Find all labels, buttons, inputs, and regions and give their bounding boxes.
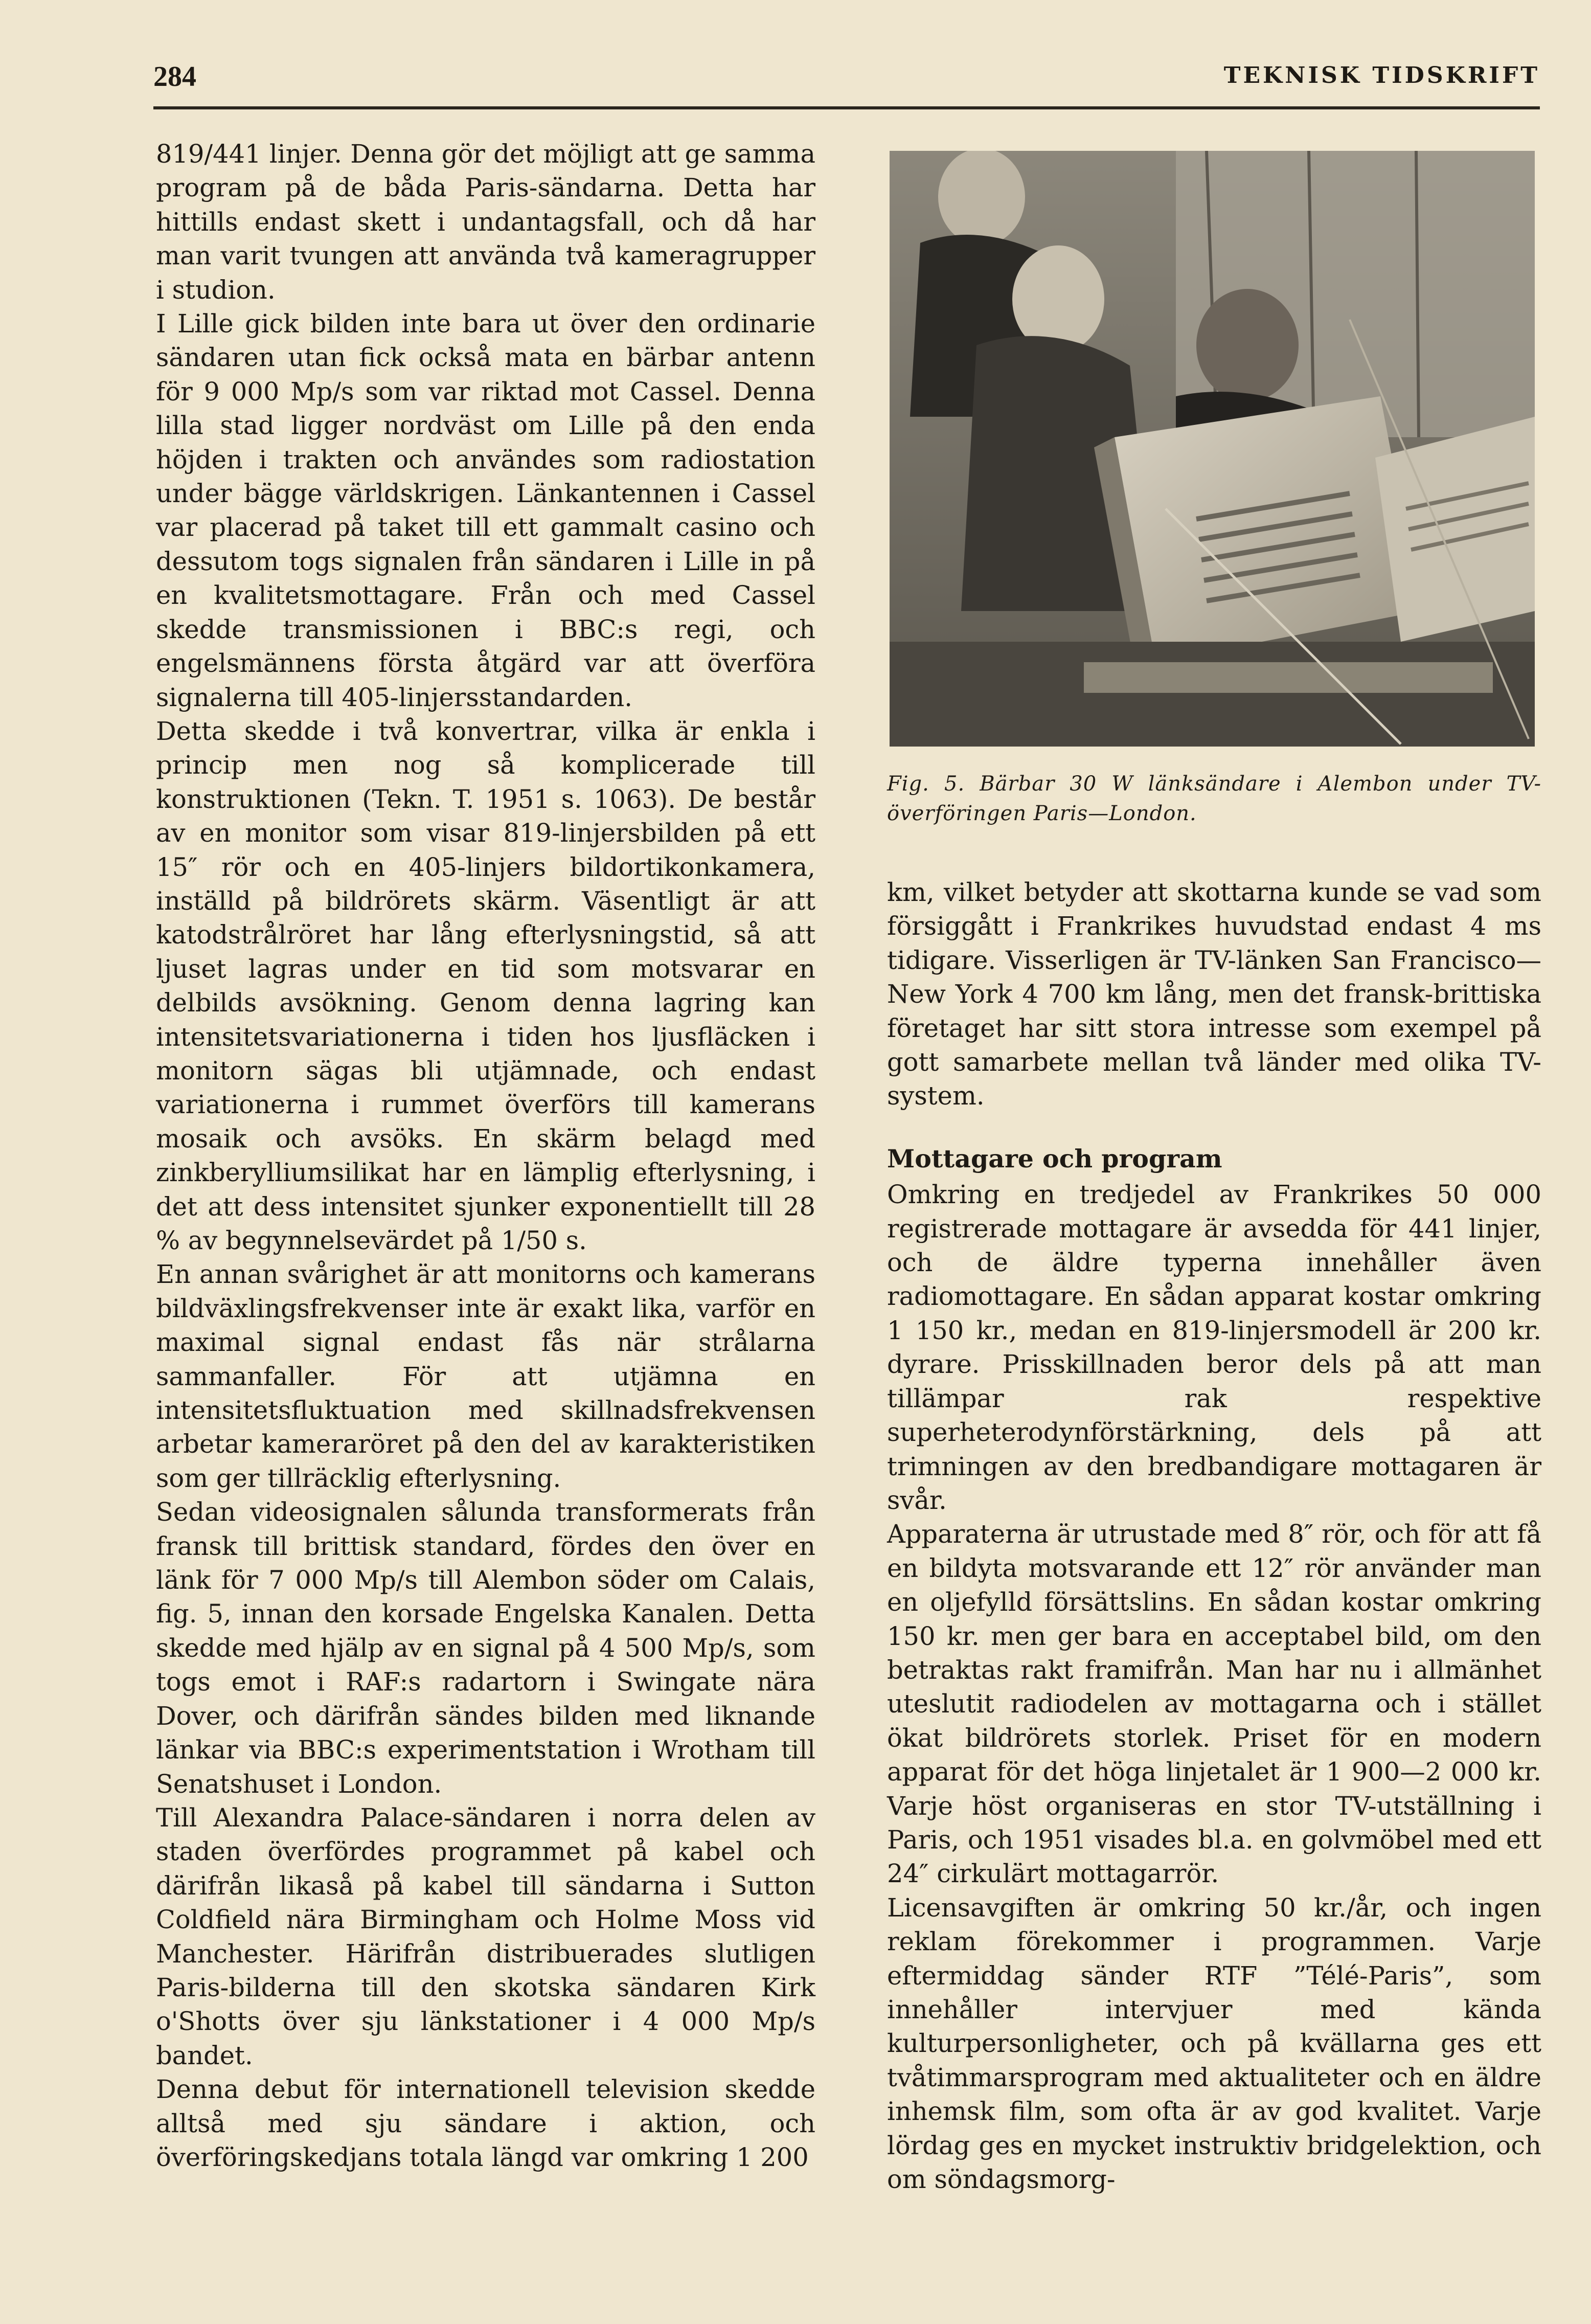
right-column	[887, 875, 1541, 2196]
journal-title: TEKNISK TIDSKRIFT	[1223, 62, 1540, 88]
paragraph: En annan svårighet är att monitorns och kamerans bildväxlingsfrekvenser inte är exakt lika, varför en maximal signal endast fås när strålarna sammanfaller. För att utjämna en intensitetsfluktuation med skillnadsfrekvensen arbetar kameraröret på den del av karakteristiken som ger tillräcklig efterlysning.	[156, 1259, 815, 1493]
paragraph: km, vilket betyder att skottarna kunde se vad som försiggått i Frankrikes huvudstad endast 4 ms tidigare. Visserligen är TV-länken San Francisco—New York 4 700 km lång, men det fransk-brittiska företaget har sitt stora intresse som exempel på gott samarbete mellan två länder med olika TV-system.	[887, 877, 1541, 1111]
paragraph: Licensavgiften är omkring 50 kr./år, och ingen reklam förekommer i programmen. Varje eftermiddag sänder RTF ”Télé-Paris”, som innehåller intervjuer med kända kulturpersonligheter, och på kvällarna ges ett tvåtimmarsprogram med aktualiteter och en äldre inhemsk film, som ofta är av god kvalitet. Varje lördag ges en mycket instruktiv bridgelektion, och om söndagsmorg-	[887, 1892, 1541, 2195]
left-column	[156, 137, 815, 2174]
paragraph: Apparaterna är utrustade med 8″ rör, och för att få en bildyta motsvarande ett 12″ rör använder man en oljefylld försättslins. En sådan kostar omkring 150 kr. men ger bara en acceptabel bild, om den betraktas rakt framifrån. Man har nu i allmänhet uteslutit radiodelen av mottagarna och i stället ökat bildrörets storlek. Priset för en modern apparat för det höga linjetalet är 1 900—2 000 kr. Varje höst organiseras en stor TV-utställning i Paris, och 1951 visades bl.a. en golvmöbel med ett 24″ cirkulärt mottagarrör.	[887, 1519, 1541, 1889]
paragraph: 819/441 linjer. Denna gör det möjligt att ge samma program på de båda Paris-sändarna. Detta har hittills endast skett i undantagsfall, och då har man varit tvungen att använda två kameragrupper i studion.	[156, 139, 815, 305]
figure-photo	[890, 151, 1535, 747]
paragraph: Omkring en tredjedel av Frankrikes 50 000 registrerade mottagare är avsedda för 441 linjer, och de äldre typerna innehåller även radiomottagare. En sådan apparat kostar omkring 1 150 kr., medan en 819-linjersmodell är 200 kr. dyrare. Prisskillnaden beror dels på att man tillämpar rak respektive superheterodynförstärkning, dels på att trimningen av den bredbandigare mottagaren är svår.	[887, 1180, 1541, 1515]
photo-illustration	[890, 151, 1535, 747]
paragraph: Till Alexandra Palace-sändaren i norra delen av staden överfördes programmet på kabel och därifrån likaså på kabel till sändarna i Sutton Coldfield nära Birmingham och Holme Moss vid Manchester. Härifrån distribuerades slutligen Paris-bilderna till den skotska sändaren Kirk o'Shotts över sju länkstationer i 4 000 Mp/s bandet.	[156, 1802, 815, 2070]
page-header	[153, 60, 1540, 109]
section-heading: Mottagare och program	[887, 1143, 1222, 1174]
paragraph: Denna debut för internationell television skedde alltså med sju sändare i aktion, och överföringskedjans totala längd var omkring 1 200	[156, 2074, 815, 2172]
figure-caption: Fig. 5. Bärbar 30 W länksändare i Alembon under TV-överföringen Paris—London.	[887, 772, 1541, 825]
paragraph: I Lille gick bilden inte bara ut över den ordinarie sändaren utan fick också mata en bärbar antenn för 9 000 Mp/s som var riktad mot Cassel. Denna lilla stad ligger nordväst om Lille på den enda höjden i trakten och användes som radiostation under bägge världskrigen. Länkantennen i Cassel var placerad på taket till ett gammalt casino och dessutom togs signalen från sändaren i Lille in på en kvalitetsmottagare. Från och med Cassel skedde transmissionen i BBC:s regi, och engelsmännens första åtgärd var att överföra signalerna till 405-linjersstandarden.	[156, 309, 815, 712]
page-number: 284	[153, 61, 196, 93]
paragraph: Sedan videosignalen sålunda transformerats från fransk till brittisk standard, fördes den över en länk för 7 000 Mp/s till Alembon söder om Calais, fig. 5, innan den korsade Engelska Kanalen. Detta skedde med hjälp av en signal på 4 500 Mp/s, som togs emot i RAF:s radartorn i Swingate nära Dover, och därifrån sändes bilden med liknande länkar via BBC:s experimentstation i Wrotham till Senatshuset i London.	[156, 1497, 815, 1799]
paragraph: Detta skedde i två konvertrar, vilka är enkla i princip men nog så komplicerade till konstruktionen (Tekn. T. 1951 s. 1063). De består av en monitor som visar 819-linjersbilden på ett 15″ rör och en 405-linjers bildortikonkamera, inställd på bildrörets skärm. Väsentligt är att katodstrålröret har lång efterlysningstid, så att ljuset lagras under en tid som motsvarar en delbilds avsökning. Genom denna lagring kan intensitetsvariationerna i tiden hos ljusfläcken i monitorn sägas bli utjämnade, och endast variationerna i rummet överförs till kamerans mosaik och avsöks. En skärm belagd med zinkberylliumsilikat har en lämplig efterlysning, i det att dess intensitet sjunker exponentiellt till 28 % av begynnelsevärdet på 1/50 s.	[156, 716, 815, 1255]
